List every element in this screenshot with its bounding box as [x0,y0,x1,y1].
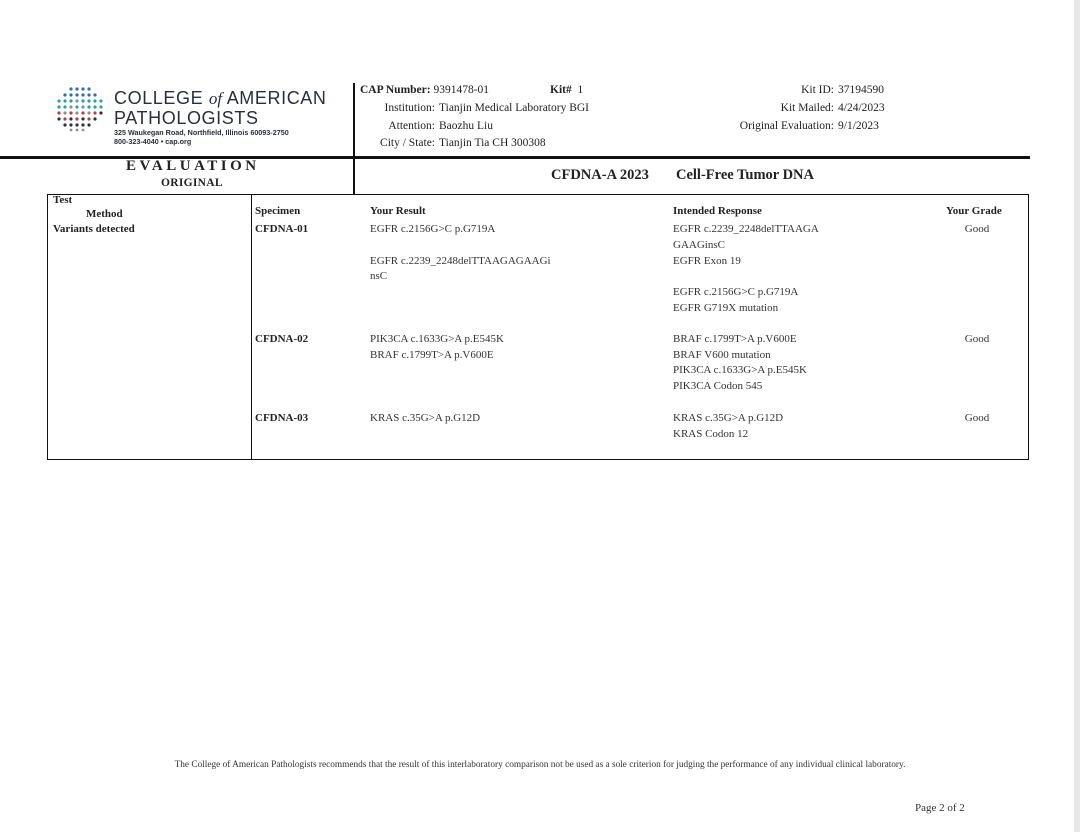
grade-cfdna-01: Good [964,223,990,235]
header-specimen: Specimen [255,205,301,217]
grade-cfdna-03: Good [964,412,990,424]
header-your-result: Your Result [370,205,426,217]
result-line: nsC [370,270,388,282]
disclaimer-text: The College of American Pathologists recommends that the result of this interlaboratory comparison not be used as a sole criterion for judging the performance of any individual clinical laboratory. [174,760,906,770]
header-divider-vertical [353,83,355,195]
specimen-cfdna-03: CFDNA-03 [255,412,309,424]
attention-value: Baozhu Liu [439,120,493,132]
result-line: EGFR c.2239_2248delTTAAGAGAAGi [370,255,551,267]
institution-value: Tianjin Medical Laboratory BGI [439,102,590,114]
specimen-cfdna-01: CFDNA-01 [255,223,309,235]
intended-line: BRAF V600 mutation [673,349,771,361]
page-number: Page 2 of 2 [915,802,965,814]
intended-line: EGFR c.2156G>C p.G719A [673,286,799,298]
city-state-value: Tianjin Tia CH 300308 [439,137,546,149]
header-method: Method [86,208,123,220]
evaluation-subtitle: ORIGINAL [161,177,223,189]
logo-wordmark-line2: PATHOLOGISTS [114,108,259,128]
city-state-label: City / State: [380,137,435,149]
specimen-cfdna-02: CFDNA-02 [255,333,309,345]
intended-line: EGFR Exon 19 [673,255,741,267]
kit-mailed-value: 4/24/2023 [838,102,885,114]
logo-address: 325 Waukegan Road, Northfield, Illinois 60093-2750 [114,128,289,137]
results-table-column-divider [251,194,252,460]
program-name: Cell-Free Tumor DNA [676,167,815,183]
intended-line: KRAS Codon 12 [673,428,749,440]
intended-line: KRAS c.35G>A p.G12D [673,412,784,424]
result-line: EGFR c.2156G>C p.G719A [370,223,496,235]
header-test: Test [53,194,73,206]
intended-line: EGFR G719X mutation [673,302,779,314]
institution-label: Institution: [384,102,435,114]
result-line: BRAF c.1799T>A p.V600E [370,349,494,361]
logo-wordmark-line1: COLLEGE of AMERICAN [114,88,327,108]
result-line: PIK3CA c.1633G>A p.E545K [370,333,504,345]
kit-id-value: 37194590 [838,84,884,96]
cap-number-field: CAP Number: 9391478-01 [360,84,490,96]
header-your-grade: Your Grade [946,205,1002,217]
result-line: KRAS c.35G>A p.G12D [370,412,481,424]
results-table [47,194,1029,460]
original-evaluation-value: 9/1/2023 [838,120,879,132]
original-evaluation-label: Original Evaluation: [739,120,834,132]
kit-number-field: Kit# 1 [550,84,584,96]
intended-line: GAAGinsC [673,239,725,251]
program-code: CFDNA-A 2023 [551,167,649,183]
grade-cfdna-02: Good [964,333,990,345]
kit-mailed-label: Kit Mailed: [780,102,834,114]
intended-line: EGFR c.2239_2248delTTAAGA [673,223,819,235]
evaluation-title: EVALUATION [126,158,260,174]
test-name: Variants detected [53,223,135,235]
intended-line: BRAF c.1799T>A p.V600E [673,333,797,345]
kit-id-label: Kit ID: [801,84,834,96]
attention-label: Attention: [388,120,435,132]
intended-line: PIK3CA c.1633G>A p.E545K [673,364,807,376]
header-intended-response: Intended Response [673,205,762,217]
page-edge-shadow [1074,0,1080,832]
cap-logo-dots-icon [54,86,104,132]
intended-line: PIK3CA Codon 545 [673,380,763,392]
logo-contact: 800-323-4040 • cap.org [114,137,192,146]
